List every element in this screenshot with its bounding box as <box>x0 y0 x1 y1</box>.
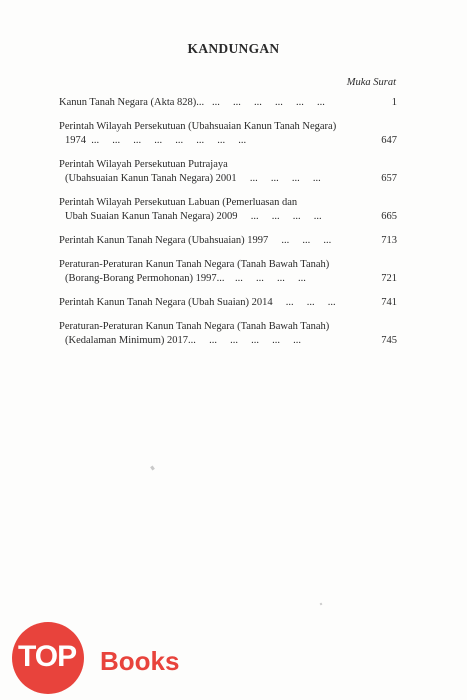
logo-books-text: Books <box>100 646 180 676</box>
toc-page-number: 665 <box>381 211 397 222</box>
toc-entry <box>59 320 397 348</box>
toc-leader-dots: ... ... ... <box>268 235 332 246</box>
toc-leader-dots: ... ... ... <box>272 297 336 308</box>
toc-entry-line <box>59 210 397 224</box>
table-of-contents <box>59 96 397 348</box>
toc-entry-text: (Ubahsuaian Kanun Tanah Negara) 2001 <box>65 173 237 184</box>
toc-leader-dots: ... ... ... ... ... ... ... ... <box>86 135 247 146</box>
toc-entry-line <box>59 172 397 186</box>
toc-entry-text: (Borang-Borang Permohonan) 1997... <box>65 273 225 284</box>
toc-entry <box>59 96 397 110</box>
toc-entry <box>59 258 397 286</box>
toc-entry-line <box>59 96 397 110</box>
toc-entry-line <box>59 272 397 286</box>
toc-entry-line <box>59 334 397 348</box>
toc-entry <box>59 120 397 148</box>
toc-entry-text: Perintah Wilayah Persekutuan Putrajaya <box>59 159 228 170</box>
toc-leader-dots: ... ... ... ... ... ... <box>204 97 325 108</box>
toc-entry-text: Peraturan-Peraturan Kanun Tanah Negara (Tanah Bawah Tanah) <box>59 259 330 270</box>
toc-entry-text: (Kedalaman Minimum) 2017... <box>65 335 196 346</box>
toc-entry-text: Perintah Kanun Tanah Negara (Ubah Suaian) 2014 <box>59 297 273 308</box>
toc-page-number: 1 <box>391 97 397 108</box>
toc-entry-text: Peraturan-Peraturan Kanun Tanah Negara (Tanah Bawah Tanah) <box>59 321 330 332</box>
toc-entry-text: Ubah Suaian Kanun Tanah Negara) 2009 <box>65 211 238 222</box>
toc-entry <box>59 196 397 224</box>
page-title: KANDUNGAN <box>187 41 280 56</box>
scan-speck <box>320 603 323 606</box>
toc-leader-dots: ... ... ... ... <box>224 273 306 284</box>
toc-entry-text: Perintah Wilayah Persekutuan (Ubahsuaian Kanun Tanah Negara) <box>59 121 337 132</box>
toc-page-number: 741 <box>381 297 397 308</box>
toc-page-number: 713 <box>381 235 397 246</box>
toc-page-number: 647 <box>381 135 397 146</box>
toc-entry <box>59 296 397 310</box>
page-column-label: Muka Surat <box>346 77 396 88</box>
toc-leader-dots: ... ... ... ... <box>237 211 322 222</box>
toc-entry-line <box>59 134 397 148</box>
logo-top-text: TOP <box>18 640 77 673</box>
scan-speck <box>150 466 155 471</box>
toc-entry-text: Kanun Tanah Negara (Akta 828)... <box>59 97 205 108</box>
toc-entry <box>59 234 397 248</box>
toc-entry-text: Perintah Wilayah Persekutuan Labuan (Pemerluasan dan <box>59 197 298 208</box>
toc-entry-text: 1974 <box>65 135 86 146</box>
toc-leader-dots: ... ... ... ... <box>236 173 321 184</box>
toc-page-number: 721 <box>381 273 397 284</box>
toc-leader-dots: ... ... ... ... ... <box>195 335 301 346</box>
toc-entry <box>59 158 397 186</box>
topbooks-logo <box>10 622 210 692</box>
toc-entry-text: Perintah Kanun Tanah Negara (Ubahsuaian) 1997 <box>59 235 269 246</box>
toc-entry-line <box>59 234 397 248</box>
toc-entry-line <box>59 296 397 310</box>
toc-page-number: 745 <box>381 335 397 346</box>
toc-page-number: 657 <box>381 173 397 184</box>
